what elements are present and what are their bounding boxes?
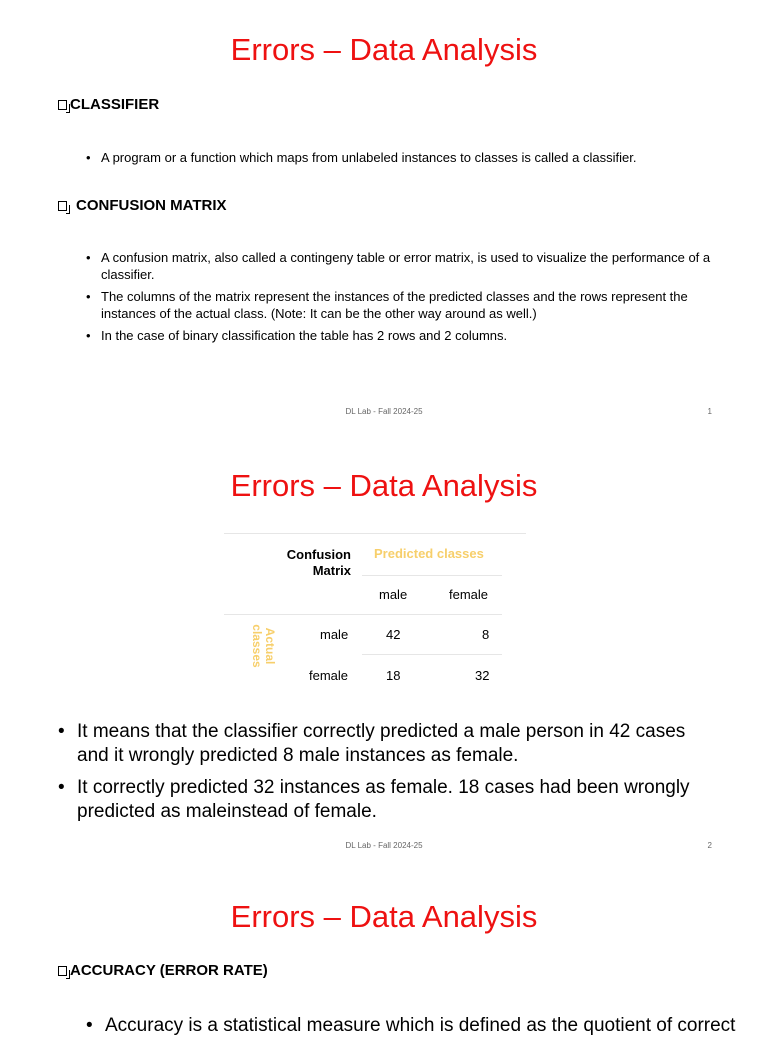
confusion-matrix-table (224, 530, 526, 695)
bullet-item: • Accuracy is a statistical measure which is defined as the quotient of correct (86, 1014, 736, 1038)
column-header-male: male (379, 587, 408, 602)
bullet-item: • A program or a function which maps from unlabeled instances to classes is called a classifier. (86, 149, 716, 166)
accuracy-bullets (86, 1014, 736, 1046)
confusion-matrix-bullets (86, 249, 716, 349)
table-rule (362, 575, 502, 576)
bullet-item: • It means that the classifier correctly predicted a male person in 42 cases and it wrongly predicted 8 male instances as female. (58, 720, 708, 768)
slide-footer: DL Lab - Fall 2024-25 (345, 841, 423, 850)
checkbox-bullet-icon (58, 100, 67, 110)
interpretation-bullets (58, 720, 708, 832)
page-number: 1 (707, 407, 712, 416)
matrix-cell: 42 (386, 627, 401, 642)
bullet-item: • It correctly predicted 32 instances as female. 18 cases had been wrongly predicted as maleinstead of female. (58, 776, 708, 824)
bullet-item: • The columns of the matrix represent the instances of the predicted classes and the rows represent the instances of the actual class. (Note: It can be the other way around as well.) (86, 288, 716, 322)
actual-classes-label: Actual classes (250, 624, 277, 668)
matrix-corner-label: Confusion Matrix (286, 547, 351, 578)
row-header-male: male (320, 627, 349, 642)
page-number: 2 (707, 841, 712, 850)
section-heading-confusion-matrix (58, 197, 227, 215)
slide-1 (0, 0, 768, 434)
slide-3 (0, 868, 768, 1036)
slide-footer: DL Lab - Fall 2024-25 (345, 407, 423, 416)
bullet-item: • A confusion matrix, also called a contingeny table or error matrix, is used to visualize the performance of a classifier. (86, 249, 716, 283)
section-heading-classifier (58, 96, 159, 114)
heading-text: CLASSIFIER (70, 96, 160, 113)
heading-text: ACCURACY (ERROR RATE) (70, 962, 268, 979)
column-header-female: female (449, 587, 489, 602)
slide-title: Errors – Data Analysis (230, 32, 538, 67)
bullet-item: • In the case of binary classification the table has 2 rows and 2 columns. (86, 327, 716, 344)
predicted-classes-label: Predicted classes (374, 546, 484, 561)
matrix-cell: 8 (482, 627, 490, 642)
classifier-bullets (86, 149, 716, 171)
section-heading-accuracy (58, 962, 268, 980)
table-rule (362, 654, 502, 655)
checkbox-bullet-icon (58, 201, 67, 211)
table-rule (224, 533, 526, 534)
matrix-cell: 32 (475, 668, 490, 683)
row-header-female: female (309, 668, 349, 683)
matrix-cell: 18 (386, 668, 401, 683)
slide-title: Errors – Data Analysis (230, 468, 538, 503)
slide-title: Errors – Data Analysis (230, 899, 538, 934)
checkbox-bullet-icon (58, 966, 67, 976)
slide-2 (0, 434, 768, 868)
heading-text: CONFUSION MATRIX (76, 197, 227, 214)
